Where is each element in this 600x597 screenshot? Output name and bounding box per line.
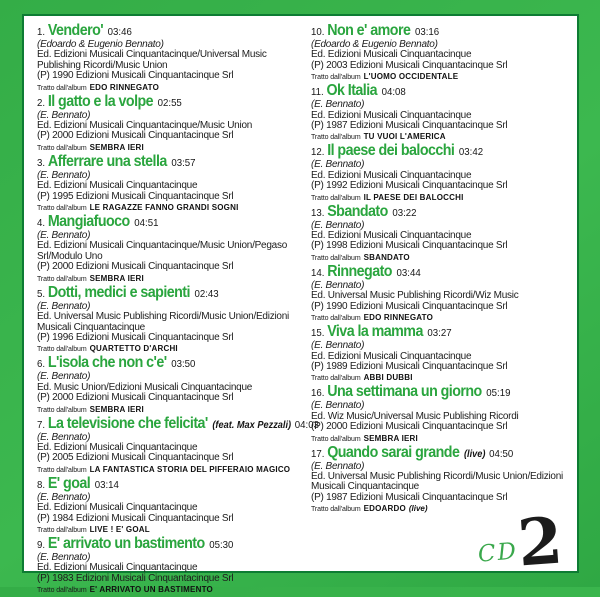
album-source-label: Tratto dall'album <box>37 526 87 534</box>
track-number: 9. <box>37 538 46 551</box>
album-source-label: Tratto dall'album <box>37 346 87 354</box>
track-title: Una settimana un giorno <box>327 383 482 401</box>
album-source-label: Tratto dall'album <box>311 254 361 262</box>
album-source-label: Tratto dall'album <box>311 506 361 514</box>
track-heading <box>311 84 548 99</box>
track-duration: 03:14 <box>94 478 119 491</box>
album-name: IL PAESE DEI BALOCCHI <box>363 192 464 202</box>
track-duration: 03:27 <box>427 327 452 340</box>
track-heading <box>311 144 548 159</box>
track-album-line <box>37 343 303 354</box>
tracklist-panel <box>22 14 579 595</box>
track-heading <box>311 325 548 340</box>
track-number: 8. <box>37 478 46 491</box>
album-name: LE RAGAZZE FANNO GRANDI SOGNI <box>89 203 239 213</box>
track-entry <box>311 325 569 383</box>
album-name: EDO RINNEGATO <box>363 313 433 323</box>
track-number: 6. <box>37 358 46 371</box>
track-title: L'isola che non c'e' <box>47 354 167 372</box>
track-duration: 02:43 <box>194 287 219 300</box>
track-publisher: Ed. Wiz Music/Universal Music Publishing Ricordi <box>311 410 519 422</box>
album-name: SEMBRA IERI <box>363 433 418 443</box>
track-title: Rinnegato <box>327 262 392 280</box>
track-pline: (P) 1992 Edizioni Musicali Cinquantacinque Srl <box>311 180 508 192</box>
track-title: E' arrivato un bastimento <box>47 534 205 552</box>
track-publisher: Ed. Edizioni Musicali Cinquantacinque/Universal Music Publishing Ricordi/Music Union <box>37 49 267 71</box>
track-album-line <box>311 312 569 323</box>
track-publisher: Ed. Universal Music Publishing Ricordi/Wiz Music <box>311 290 519 302</box>
track-heading <box>37 534 282 552</box>
track-title-suffix: (live) <box>463 448 486 460</box>
track-publisher: Ed. Edizioni Musicali Cinquantacinque <box>311 169 472 181</box>
album-name: L'UOMO OCCIDENTALE <box>363 72 459 82</box>
track-album-line <box>311 372 569 383</box>
album-name: ABBI DUBBI <box>363 373 413 383</box>
track-credit: (E. Bennato) <box>311 159 365 171</box>
track-album-line <box>37 142 303 153</box>
track-pline: (P) 1996 Edizioni Musicali Cinquantacinque Srl <box>37 331 234 343</box>
track-number: 4. <box>37 217 46 230</box>
track-publisher: Ed. Universal Music Publishing Ricordi/Music Union/Edizioni Musicali Cinquantacinque <box>37 311 290 333</box>
album-source-label: Tratto dall'album <box>37 406 87 414</box>
track-album-line <box>37 82 303 93</box>
track-duration: 03:46 <box>107 26 132 38</box>
track-album-line <box>311 252 569 263</box>
album-name-suffix: (live) <box>408 504 428 514</box>
track-entry <box>37 24 303 93</box>
track-heading <box>311 24 548 39</box>
track-album-line <box>37 202 303 213</box>
track-pline: (P) 2000 Edizioni Musicali Cinquantacinque Srl <box>37 130 234 142</box>
track-credit: (E. Bennato) <box>311 99 365 111</box>
track-title: E' goal <box>47 474 91 492</box>
album-name: TU VUOI L'AMERICA <box>363 132 446 142</box>
track-publisher: Ed. Edizioni Musicali Cinquantacinque <box>37 180 198 192</box>
track-duration: 03:16 <box>414 26 440 38</box>
track-credit: (E. Bennato) <box>37 371 91 383</box>
track-number: 16. <box>311 387 325 400</box>
tracklist-columns <box>24 16 577 597</box>
track-pline: (P) 1983 Edizioni Musicali Cinquantacinque Srl <box>37 572 234 584</box>
track-number: 1. <box>37 26 46 38</box>
track-heading <box>37 356 282 371</box>
album-name: EDO RINNEGATO <box>89 82 159 92</box>
track-album-line <box>311 71 569 82</box>
track-entry <box>37 356 303 414</box>
album-source-label: Tratto dall'album <box>311 315 361 323</box>
track-number: 14. <box>311 266 325 279</box>
track-pline: (P) 1995 Edizioni Musicali Cinquantacinque Srl <box>37 190 234 202</box>
track-heading <box>37 152 282 170</box>
album-name: E' ARRIVATO UN BASTIMENTO <box>89 585 213 595</box>
album-name: SEMBRA IERI <box>89 142 144 152</box>
track-heading <box>311 202 548 220</box>
track-credit: (E. Bennato) <box>37 551 91 563</box>
track-pline: (P) 2003 Edizioni Musicali Cinquantacinque Srl <box>311 59 508 71</box>
track-heading <box>37 24 282 39</box>
track-heading <box>37 414 319 432</box>
track-credit: (Edoardo & Eugenio Bennato) <box>37 39 164 50</box>
album-name: SBANDATO <box>363 252 410 262</box>
album-name: LIVE ! E' GOAL <box>89 524 150 534</box>
track-publisher: Ed. Universal Music Publishing Ricordi/Music Union/Edizioni Musicali Cinquantacinque <box>311 470 564 493</box>
album-name: SEMBRA IERI <box>89 404 144 414</box>
track-credit: (E. Bennato) <box>311 279 365 291</box>
track-entry <box>37 152 303 213</box>
track-title: Il paese dei balocchi <box>327 142 455 160</box>
track-pline: (P) 1987 Edizioni Musicali Cinquantacinque Srl <box>311 491 508 503</box>
track-album-line <box>311 131 569 142</box>
track-entry <box>311 443 569 515</box>
track-pline: (P) 2000 Edizioni Musicali Cinquantacinque Srl <box>37 392 234 404</box>
track-pline: (P) 2000 Edizioni Musicali Cinquantacinque Srl <box>311 421 508 433</box>
track-duration: 02:55 <box>157 96 182 109</box>
track-number: 5. <box>37 287 46 300</box>
album-source-label: Tratto dall'album <box>311 74 361 82</box>
track-publisher: Ed. Edizioni Musicali Cinquantacinque <box>311 49 472 61</box>
cd-number: 2 <box>515 503 566 581</box>
track-credit: (E. Bennato) <box>37 169 91 181</box>
track-entry <box>37 283 303 355</box>
track-publisher: Ed. Edizioni Musicali Cinquantacinque/Music Union/Pegaso Srl/Modulo Uno <box>37 240 288 262</box>
track-title: Ok Italia <box>326 82 377 100</box>
track-title: Dotti, medici e sapienti <box>47 283 190 301</box>
track-pline: (P) 1984 Edizioni Musicali Cinquantacinque Srl <box>37 512 234 524</box>
cd-label: CD <box>477 538 520 568</box>
track-credit: (E. Bennato) <box>37 431 91 443</box>
track-pline: (P) 2005 Edizioni Musicali Cinquantacinque Srl <box>37 452 234 464</box>
track-title: Afferrare una stella <box>47 152 167 170</box>
track-credit: (E. Bennato) <box>311 219 365 231</box>
album-source-label: Tratto dall'album <box>37 275 87 283</box>
track-duration: 04:51 <box>134 217 159 230</box>
track-entry <box>37 474 303 535</box>
track-number: 11. <box>311 86 324 99</box>
track-entry <box>37 92 303 153</box>
album-source-label: Tratto dall'album <box>311 375 361 383</box>
track-pline: (P) 1998 Edizioni Musicali Cinquantacinque Srl <box>311 240 508 252</box>
track-heading <box>37 283 282 301</box>
track-number: 15. <box>311 327 325 340</box>
track-credit: (E. Bennato) <box>37 300 91 312</box>
track-duration: 03:44 <box>396 266 421 279</box>
track-title: La televisione che felicita' <box>47 414 208 432</box>
track-duration: 03:50 <box>171 358 196 371</box>
track-pline: (P) 1987 Edizioni Musicali Cinquantacinque Srl <box>311 120 508 132</box>
album-name: EDOARDO <box>363 504 406 514</box>
track-duration: 04:08 <box>381 86 406 99</box>
track-duration: 04:03 <box>294 418 319 431</box>
track-credit: (E. Bennato) <box>37 109 91 121</box>
track-publisher: Ed. Edizioni Musicali Cinquantacinque <box>311 230 472 242</box>
track-title: Mangiafuoco <box>47 213 130 231</box>
track-title: Quando sarai grande <box>327 443 460 461</box>
track-number: 3. <box>37 156 46 169</box>
cd-mark <box>477 503 566 581</box>
track-album-line <box>311 433 569 444</box>
track-album-line <box>37 404 303 415</box>
track-entry <box>311 24 569 82</box>
track-credit: (E. Bennato) <box>311 340 365 352</box>
album-source-label: Tratto dall'album <box>37 587 87 595</box>
track-number: 7. <box>37 418 46 431</box>
track-duration: 05:30 <box>209 538 234 551</box>
track-entry <box>311 262 569 323</box>
track-publisher: Ed. Edizioni Musicali Cinquantacinque <box>37 562 198 574</box>
track-album-line <box>37 524 303 535</box>
track-pline: (P) 1990 Edizioni Musicali Cinquantacinque Srl <box>37 70 234 82</box>
track-credit: (Edoardo & Eugenio Bennato) <box>311 39 438 50</box>
album-source-label: Tratto dall'album <box>37 205 87 213</box>
track-duration: 04:50 <box>489 447 514 460</box>
album-source-label: Tratto dall'album <box>311 194 361 202</box>
track-heading <box>311 385 548 400</box>
track-entry <box>311 144 569 202</box>
track-heading <box>311 262 548 280</box>
track-publisher: Ed. Edizioni Musicali Cinquantacinque/Music Union <box>37 120 253 132</box>
track-title-suffix: (feat. Max Pezzali) <box>212 419 292 431</box>
track-heading <box>37 92 282 110</box>
track-duration: 03:42 <box>458 146 484 159</box>
track-entry <box>37 215 303 284</box>
track-heading <box>37 474 282 492</box>
track-publisher: Ed. Edizioni Musicali Cinquantacinque <box>37 441 198 453</box>
track-entry <box>311 84 569 142</box>
track-entry <box>311 202 569 263</box>
track-heading <box>37 215 282 230</box>
track-title: Sbandato <box>327 202 388 220</box>
track-publisher: Ed. Edizioni Musicali Cinquantacinque <box>37 502 198 514</box>
track-credit: (E. Bennato) <box>37 491 91 503</box>
track-album-line <box>37 584 303 595</box>
album-name: QUARTETTO D'ARCHI <box>89 344 178 354</box>
album-name: LA FANTASTICA STORIA DEL PIFFERAIO MAGICO <box>89 464 291 474</box>
track-duration: 03:57 <box>171 156 196 169</box>
track-pline: (P) 1989 Edizioni Musicali Cinquantacinque Srl <box>311 360 508 372</box>
album-source-label: Tratto dall'album <box>311 435 361 443</box>
track-publisher: Ed. Edizioni Musicali Cinquantacinque <box>311 109 472 121</box>
track-number: 2. <box>37 96 46 109</box>
track-number: 10. <box>311 26 325 38</box>
track-entry <box>311 385 569 443</box>
track-album-line <box>37 273 303 284</box>
track-duration: 03:22 <box>392 206 417 219</box>
album-source-label: Tratto dall'album <box>37 466 87 474</box>
track-title: Viva la mamma <box>327 323 423 341</box>
track-title: Vendero' <box>47 22 104 39</box>
album-source-label: Tratto dall'album <box>37 84 87 92</box>
track-entry <box>37 534 303 595</box>
track-pline: (P) 2000 Edizioni Musicali Cinquantacinque Srl <box>37 261 234 273</box>
track-album-line <box>37 464 303 475</box>
track-number: 17. <box>311 447 325 460</box>
track-publisher: Ed. Edizioni Musicali Cinquantacinque <box>311 350 472 362</box>
track-heading <box>311 443 548 461</box>
track-publisher: Ed. Music Union/Edizioni Musicali Cinquantacinque <box>37 381 253 393</box>
track-pline: (P) 1990 Edizioni Musicali Cinquantacinque Srl <box>311 300 508 312</box>
album-name: SEMBRA IERI <box>89 273 144 283</box>
track-credit: (E. Bennato) <box>311 400 365 412</box>
track-credit: (E. Bennato) <box>37 230 91 242</box>
track-duration: 05:19 <box>486 387 511 400</box>
track-credit: (E. Bennato) <box>311 460 365 472</box>
track-album-line <box>311 192 569 203</box>
album-source-label: Tratto dall'album <box>311 134 361 142</box>
track-number: 13. <box>311 206 325 219</box>
track-title: Il gatto e la volpe <box>47 92 154 110</box>
track-number: 12. <box>311 146 325 159</box>
album-source-label: Tratto dall'album <box>37 144 87 152</box>
track-title: Non e' amore <box>327 22 411 39</box>
